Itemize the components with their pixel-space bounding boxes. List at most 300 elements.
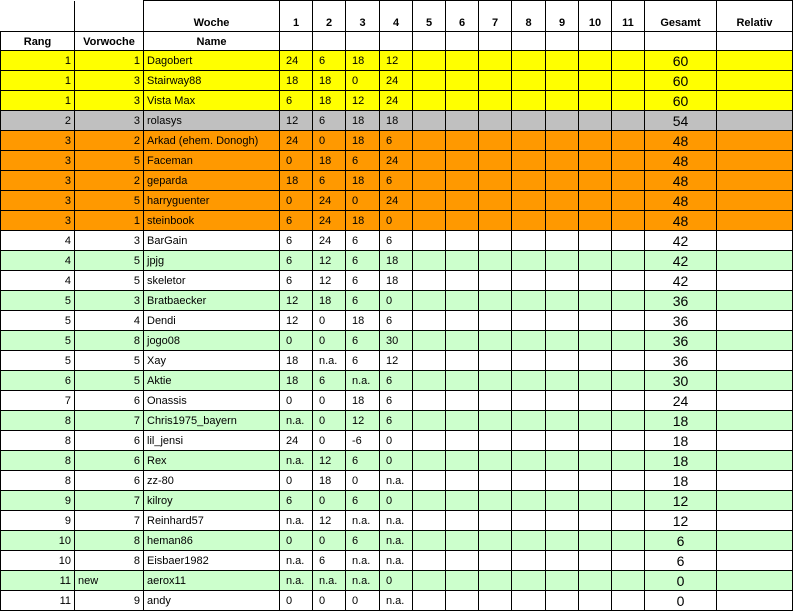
cell-week-6[interactable] [446, 371, 479, 391]
cell-week-7[interactable] [479, 111, 512, 131]
cell-week-7[interactable] [479, 191, 512, 211]
cell-week-10[interactable] [579, 591, 612, 611]
cell-week-3[interactable]: 12 [346, 91, 380, 111]
cell-week-7[interactable] [479, 251, 512, 271]
cell-week-8[interactable] [512, 291, 546, 311]
cell-name[interactable]: Chris1975_bayern [144, 411, 280, 431]
cell-week-3[interactable]: 0 [346, 471, 380, 491]
cell-week-10[interactable] [579, 211, 612, 231]
cell-gesamt[interactable]: 18 [645, 411, 717, 431]
cell-name[interactable]: Rex [144, 451, 280, 471]
cell-week-3[interactable]: 6 [346, 331, 380, 351]
cell-week-3[interactable]: 6 [346, 271, 380, 291]
cell-week-9[interactable] [546, 331, 579, 351]
cell-name[interactable]: Xay [144, 351, 280, 371]
cell-week-10[interactable] [579, 351, 612, 371]
cell-week-6[interactable] [446, 511, 479, 531]
cell-name[interactable]: skeletor [144, 271, 280, 291]
cell-week-4[interactable]: n.a. [380, 511, 413, 531]
cell-week-2[interactable]: 0 [313, 131, 346, 151]
cell-week-5[interactable] [413, 371, 446, 391]
cell-gesamt[interactable]: 42 [645, 231, 717, 251]
cell-week-9[interactable] [546, 411, 579, 431]
cell-name[interactable]: steinbook [144, 211, 280, 231]
cell-vorwoche[interactable]: 5 [75, 151, 144, 171]
cell-week-9[interactable] [546, 511, 579, 531]
cell-week-2[interactable]: 0 [313, 491, 346, 511]
cell-vorwoche[interactable]: 2 [75, 131, 144, 151]
cell-week-8[interactable] [512, 51, 546, 71]
cell-week-5[interactable] [413, 511, 446, 531]
cell-week-6[interactable] [446, 531, 479, 551]
cell-name[interactable]: Faceman [144, 151, 280, 171]
cell-week-5[interactable] [413, 471, 446, 491]
cell-week-4[interactable]: 30 [380, 331, 413, 351]
cell-relativ[interactable] [717, 251, 793, 271]
cell-week-2[interactable]: 0 [313, 411, 346, 431]
cell-relativ[interactable] [717, 411, 793, 431]
cell-week-4[interactable]: 0 [380, 491, 413, 511]
cell-week-4[interactable]: 18 [380, 111, 413, 131]
cell-week-11[interactable] [612, 491, 645, 511]
cell-week-7[interactable] [479, 231, 512, 251]
cell-name[interactable]: Onassis [144, 391, 280, 411]
cell-gesamt[interactable]: 0 [645, 591, 717, 611]
cell-week-8[interactable] [512, 91, 546, 111]
cell-week-11[interactable] [612, 271, 645, 291]
cell-name[interactable]: aerox11 [144, 571, 280, 591]
cell-week-3[interactable]: 6 [346, 491, 380, 511]
cell-week-10[interactable] [579, 191, 612, 211]
cell-week-11[interactable] [612, 511, 645, 531]
cell-name[interactable]: Vista Max [144, 91, 280, 111]
cell-week-1[interactable]: n.a. [280, 451, 313, 471]
cell-week-3[interactable]: 18 [346, 211, 380, 231]
cell-relativ[interactable] [717, 291, 793, 311]
cell-rang[interactable]: 8 [1, 411, 75, 431]
cell-week-11[interactable] [612, 531, 645, 551]
cell-week-3[interactable]: n.a. [346, 511, 380, 531]
cell-rang[interactable]: 3 [1, 131, 75, 151]
cell-rang[interactable]: 7 [1, 391, 75, 411]
cell-week-2[interactable]: 24 [313, 191, 346, 211]
cell-week-1[interactable]: 6 [280, 491, 313, 511]
cell-relativ[interactable] [717, 191, 793, 211]
cell-week-8[interactable] [512, 571, 546, 591]
cell-relativ[interactable] [717, 331, 793, 351]
cell-gesamt[interactable]: 18 [645, 451, 717, 471]
cell-week-6[interactable] [446, 391, 479, 411]
cell-week-3[interactable]: 6 [346, 151, 380, 171]
cell-week-11[interactable] [612, 471, 645, 491]
cell-week-8[interactable] [512, 311, 546, 331]
cell-week-3[interactable]: 18 [346, 111, 380, 131]
cell-week-11[interactable] [612, 351, 645, 371]
cell-vorwoche[interactable]: 5 [75, 271, 144, 291]
cell-vorwoche[interactable]: 9 [75, 591, 144, 611]
cell-rang[interactable]: 1 [1, 91, 75, 111]
cell-week-8[interactable] [512, 371, 546, 391]
cell-week-5[interactable] [413, 111, 446, 131]
cell-week-1[interactable]: n.a. [280, 551, 313, 571]
cell-week-1[interactable]: 6 [280, 251, 313, 271]
cell-relativ[interactable] [717, 211, 793, 231]
cell-name[interactable]: jogo08 [144, 331, 280, 351]
cell-gesamt[interactable]: 36 [645, 351, 717, 371]
cell-rang[interactable]: 4 [1, 231, 75, 251]
cell-vorwoche[interactable]: 5 [75, 251, 144, 271]
cell-week-6[interactable] [446, 331, 479, 351]
cell-week-10[interactable] [579, 311, 612, 331]
cell-week-5[interactable] [413, 571, 446, 591]
cell-week-10[interactable] [579, 151, 612, 171]
cell-week-8[interactable] [512, 391, 546, 411]
cell-relativ[interactable] [717, 591, 793, 611]
cell-week-5[interactable] [413, 211, 446, 231]
cell-week-6[interactable] [446, 571, 479, 591]
cell-week-9[interactable] [546, 371, 579, 391]
cell-week-1[interactable]: 0 [280, 331, 313, 351]
cell-week-9[interactable] [546, 231, 579, 251]
cell-week-2[interactable]: 18 [313, 151, 346, 171]
cell-week-1[interactable]: 0 [280, 191, 313, 211]
cell-week-1[interactable]: n.a. [280, 511, 313, 531]
cell-week-3[interactable]: 0 [346, 71, 380, 91]
cell-gesamt[interactable]: 6 [645, 531, 717, 551]
cell-week-5[interactable] [413, 171, 446, 191]
cell-gesamt[interactable]: 60 [645, 71, 717, 91]
cell-rang[interactable]: 4 [1, 251, 75, 271]
cell-week-5[interactable] [413, 191, 446, 211]
cell-relativ[interactable] [717, 491, 793, 511]
cell-week-7[interactable] [479, 91, 512, 111]
cell-week-7[interactable] [479, 571, 512, 591]
cell-relativ[interactable] [717, 571, 793, 591]
cell-rang[interactable]: 3 [1, 171, 75, 191]
cell-week-3[interactable]: n.a. [346, 551, 380, 571]
cell-relativ[interactable] [717, 371, 793, 391]
cell-rang[interactable]: 3 [1, 211, 75, 231]
cell-week-5[interactable] [413, 411, 446, 431]
cell-week-1[interactable]: 6 [280, 91, 313, 111]
cell-gesamt[interactable]: 12 [645, 491, 717, 511]
cell-rang[interactable]: 8 [1, 471, 75, 491]
cell-name[interactable]: Reinhard57 [144, 511, 280, 531]
cell-week-6[interactable] [446, 551, 479, 571]
cell-week-5[interactable] [413, 291, 446, 311]
cell-week-9[interactable] [546, 51, 579, 71]
cell-week-1[interactable]: 0 [280, 591, 313, 611]
cell-week-6[interactable] [446, 351, 479, 371]
cell-week-4[interactable]: 24 [380, 151, 413, 171]
cell-week-8[interactable] [512, 511, 546, 531]
cell-gesamt[interactable]: 48 [645, 191, 717, 211]
cell-week-2[interactable]: 6 [313, 371, 346, 391]
cell-week-4[interactable]: 0 [380, 451, 413, 471]
cell-week-1[interactable]: 6 [280, 211, 313, 231]
cell-week-6[interactable] [446, 471, 479, 491]
cell-week-4[interactable]: 6 [380, 411, 413, 431]
cell-week-2[interactable]: 6 [313, 171, 346, 191]
cell-relativ[interactable] [717, 351, 793, 371]
cell-week-8[interactable] [512, 191, 546, 211]
cell-week-11[interactable] [612, 251, 645, 271]
cell-week-2[interactable]: 6 [313, 111, 346, 131]
cell-week-2[interactable]: 18 [313, 471, 346, 491]
cell-week-8[interactable] [512, 271, 546, 291]
cell-week-3[interactable]: 6 [346, 451, 380, 471]
cell-relativ[interactable] [717, 71, 793, 91]
cell-week-11[interactable] [612, 311, 645, 331]
cell-week-10[interactable] [579, 451, 612, 471]
cell-week-9[interactable] [546, 91, 579, 111]
cell-week-1[interactable]: 0 [280, 151, 313, 171]
cell-gesamt[interactable]: 48 [645, 131, 717, 151]
cell-name[interactable]: kilroy [144, 491, 280, 511]
cell-week-9[interactable] [546, 131, 579, 151]
cell-vorwoche[interactable]: 6 [75, 431, 144, 451]
cell-vorwoche[interactable]: 3 [75, 291, 144, 311]
cell-week-9[interactable] [546, 571, 579, 591]
cell-week-8[interactable] [512, 331, 546, 351]
cell-week-2[interactable]: 18 [313, 71, 346, 91]
cell-week-5[interactable] [413, 231, 446, 251]
cell-gesamt[interactable]: 0 [645, 571, 717, 591]
cell-rang[interactable]: 1 [1, 71, 75, 91]
cell-week-3[interactable]: 0 [346, 591, 380, 611]
cell-week-9[interactable] [546, 151, 579, 171]
cell-week-9[interactable] [546, 351, 579, 371]
cell-vorwoche[interactable]: 6 [75, 391, 144, 411]
cell-week-2[interactable]: 6 [313, 51, 346, 71]
cell-week-4[interactable]: 6 [380, 131, 413, 151]
cell-week-2[interactable]: 12 [313, 451, 346, 471]
cell-week-2[interactable]: 0 [313, 531, 346, 551]
cell-name[interactable]: Dendi [144, 311, 280, 331]
cell-vorwoche[interactable]: 3 [75, 71, 144, 91]
cell-vorwoche[interactable]: 8 [75, 531, 144, 551]
cell-week-10[interactable] [579, 471, 612, 491]
cell-week-9[interactable] [546, 531, 579, 551]
cell-week-11[interactable] [612, 591, 645, 611]
cell-vorwoche[interactable]: 7 [75, 491, 144, 511]
cell-week-10[interactable] [579, 271, 612, 291]
cell-week-4[interactable]: 6 [380, 311, 413, 331]
cell-week-10[interactable] [579, 71, 612, 91]
cell-week-10[interactable] [579, 231, 612, 251]
cell-week-1[interactable]: 12 [280, 291, 313, 311]
cell-week-6[interactable] [446, 131, 479, 151]
cell-week-6[interactable] [446, 231, 479, 251]
cell-name[interactable]: jpjg [144, 251, 280, 271]
cell-week-6[interactable] [446, 251, 479, 271]
cell-gesamt[interactable]: 12 [645, 511, 717, 531]
cell-relativ[interactable] [717, 511, 793, 531]
cell-week-2[interactable]: n.a. [313, 571, 346, 591]
cell-week-11[interactable] [612, 71, 645, 91]
cell-vorwoche[interactable]: 6 [75, 471, 144, 491]
cell-week-7[interactable] [479, 491, 512, 511]
cell-week-5[interactable] [413, 451, 446, 471]
cell-relativ[interactable] [717, 431, 793, 451]
cell-week-2[interactable]: 24 [313, 211, 346, 231]
cell-week-11[interactable] [612, 191, 645, 211]
cell-relativ[interactable] [717, 111, 793, 131]
cell-week-9[interactable] [546, 311, 579, 331]
cell-week-7[interactable] [479, 451, 512, 471]
cell-week-4[interactable]: 18 [380, 271, 413, 291]
cell-gesamt[interactable]: 24 [645, 391, 717, 411]
cell-week-8[interactable] [512, 211, 546, 231]
cell-week-7[interactable] [479, 131, 512, 151]
cell-week-7[interactable] [479, 291, 512, 311]
cell-week-4[interactable]: 6 [380, 231, 413, 251]
cell-relativ[interactable] [717, 471, 793, 491]
cell-rang[interactable]: 3 [1, 191, 75, 211]
cell-week-9[interactable] [546, 591, 579, 611]
cell-vorwoche[interactable]: 3 [75, 231, 144, 251]
cell-week-11[interactable] [612, 291, 645, 311]
cell-week-2[interactable]: n.a. [313, 351, 346, 371]
cell-week-7[interactable] [479, 71, 512, 91]
cell-week-10[interactable] [579, 371, 612, 391]
cell-name[interactable]: heman86 [144, 531, 280, 551]
cell-week-5[interactable] [413, 551, 446, 571]
cell-week-1[interactable]: 0 [280, 471, 313, 491]
cell-rang[interactable]: 5 [1, 291, 75, 311]
cell-rang[interactable]: 10 [1, 551, 75, 571]
cell-week-8[interactable] [512, 451, 546, 471]
cell-week-6[interactable] [446, 411, 479, 431]
cell-week-9[interactable] [546, 431, 579, 451]
cell-week-1[interactable]: 24 [280, 51, 313, 71]
cell-week-6[interactable] [446, 271, 479, 291]
cell-rang[interactable]: 3 [1, 151, 75, 171]
cell-week-5[interactable] [413, 251, 446, 271]
cell-name[interactable]: Dagobert [144, 51, 280, 71]
cell-week-8[interactable] [512, 431, 546, 451]
cell-week-4[interactable]: 24 [380, 91, 413, 111]
cell-week-6[interactable] [446, 591, 479, 611]
cell-week-5[interactable] [413, 351, 446, 371]
cell-relativ[interactable] [717, 51, 793, 71]
cell-week-10[interactable] [579, 51, 612, 71]
cell-gesamt[interactable]: 48 [645, 171, 717, 191]
cell-name[interactable]: geparda [144, 171, 280, 191]
cell-week-8[interactable] [512, 251, 546, 271]
cell-week-3[interactable]: 6 [346, 231, 380, 251]
cell-relativ[interactable] [717, 171, 793, 191]
cell-week-8[interactable] [512, 151, 546, 171]
cell-rang[interactable]: 9 [1, 491, 75, 511]
cell-week-9[interactable] [546, 471, 579, 491]
cell-week-7[interactable] [479, 511, 512, 531]
cell-week-7[interactable] [479, 151, 512, 171]
cell-relativ[interactable] [717, 311, 793, 331]
cell-rang[interactable]: 8 [1, 431, 75, 451]
cell-week-8[interactable] [512, 171, 546, 191]
cell-week-5[interactable] [413, 331, 446, 351]
cell-week-5[interactable] [413, 591, 446, 611]
cell-week-10[interactable] [579, 251, 612, 271]
cell-week-3[interactable]: 6 [346, 251, 380, 271]
cell-gesamt[interactable]: 6 [645, 551, 717, 571]
cell-week-4[interactable]: 0 [380, 291, 413, 311]
cell-week-7[interactable] [479, 391, 512, 411]
cell-week-1[interactable]: 6 [280, 231, 313, 251]
cell-gesamt[interactable]: 30 [645, 371, 717, 391]
cell-name[interactable]: zz-80 [144, 471, 280, 491]
cell-relativ[interactable] [717, 231, 793, 251]
cell-week-7[interactable] [479, 531, 512, 551]
cell-rang[interactable]: 5 [1, 311, 75, 331]
cell-week-9[interactable] [546, 551, 579, 571]
cell-week-6[interactable] [446, 71, 479, 91]
cell-relativ[interactable] [717, 531, 793, 551]
cell-week-2[interactable]: 0 [313, 331, 346, 351]
cell-week-9[interactable] [546, 291, 579, 311]
cell-week-7[interactable] [479, 351, 512, 371]
cell-week-11[interactable] [612, 211, 645, 231]
cell-week-1[interactable]: 18 [280, 171, 313, 191]
cell-gesamt[interactable]: 42 [645, 271, 717, 291]
cell-week-9[interactable] [546, 451, 579, 471]
cell-rang[interactable]: 10 [1, 531, 75, 551]
cell-vorwoche[interactable]: 8 [75, 551, 144, 571]
cell-gesamt[interactable]: 36 [645, 291, 717, 311]
cell-week-10[interactable] [579, 491, 612, 511]
cell-week-5[interactable] [413, 51, 446, 71]
cell-week-9[interactable] [546, 391, 579, 411]
cell-week-8[interactable] [512, 351, 546, 371]
cell-name[interactable]: andy [144, 591, 280, 611]
cell-week-2[interactable]: 12 [313, 271, 346, 291]
cell-week-11[interactable] [612, 331, 645, 351]
cell-week-1[interactable]: 0 [280, 391, 313, 411]
cell-week-5[interactable] [413, 311, 446, 331]
cell-week-10[interactable] [579, 111, 612, 131]
cell-name[interactable]: Bratbaecker [144, 291, 280, 311]
cell-week-8[interactable] [512, 411, 546, 431]
cell-week-1[interactable]: n.a. [280, 571, 313, 591]
cell-rang[interactable]: 4 [1, 271, 75, 291]
cell-relativ[interactable] [717, 271, 793, 291]
cell-vorwoche[interactable]: new [75, 571, 144, 591]
cell-vorwoche[interactable]: 7 [75, 511, 144, 531]
cell-week-3[interactable]: n.a. [346, 571, 380, 591]
cell-week-5[interactable] [413, 271, 446, 291]
cell-week-6[interactable] [446, 311, 479, 331]
cell-relativ[interactable] [717, 151, 793, 171]
cell-vorwoche[interactable]: 2 [75, 171, 144, 191]
cell-week-6[interactable] [446, 451, 479, 471]
cell-week-10[interactable] [579, 431, 612, 451]
cell-week-10[interactable] [579, 571, 612, 591]
cell-week-3[interactable]: 6 [346, 351, 380, 371]
cell-week-7[interactable] [479, 311, 512, 331]
cell-week-11[interactable] [612, 231, 645, 251]
cell-week-10[interactable] [579, 171, 612, 191]
cell-week-2[interactable]: 0 [313, 431, 346, 451]
cell-week-2[interactable]: 18 [313, 91, 346, 111]
cell-week-11[interactable] [612, 371, 645, 391]
cell-vorwoche[interactable]: 8 [75, 331, 144, 351]
cell-week-3[interactable]: 18 [346, 391, 380, 411]
cell-week-4[interactable]: n.a. [380, 591, 413, 611]
cell-week-7[interactable] [479, 471, 512, 491]
cell-vorwoche[interactable]: 5 [75, 191, 144, 211]
cell-week-2[interactable]: 18 [313, 291, 346, 311]
